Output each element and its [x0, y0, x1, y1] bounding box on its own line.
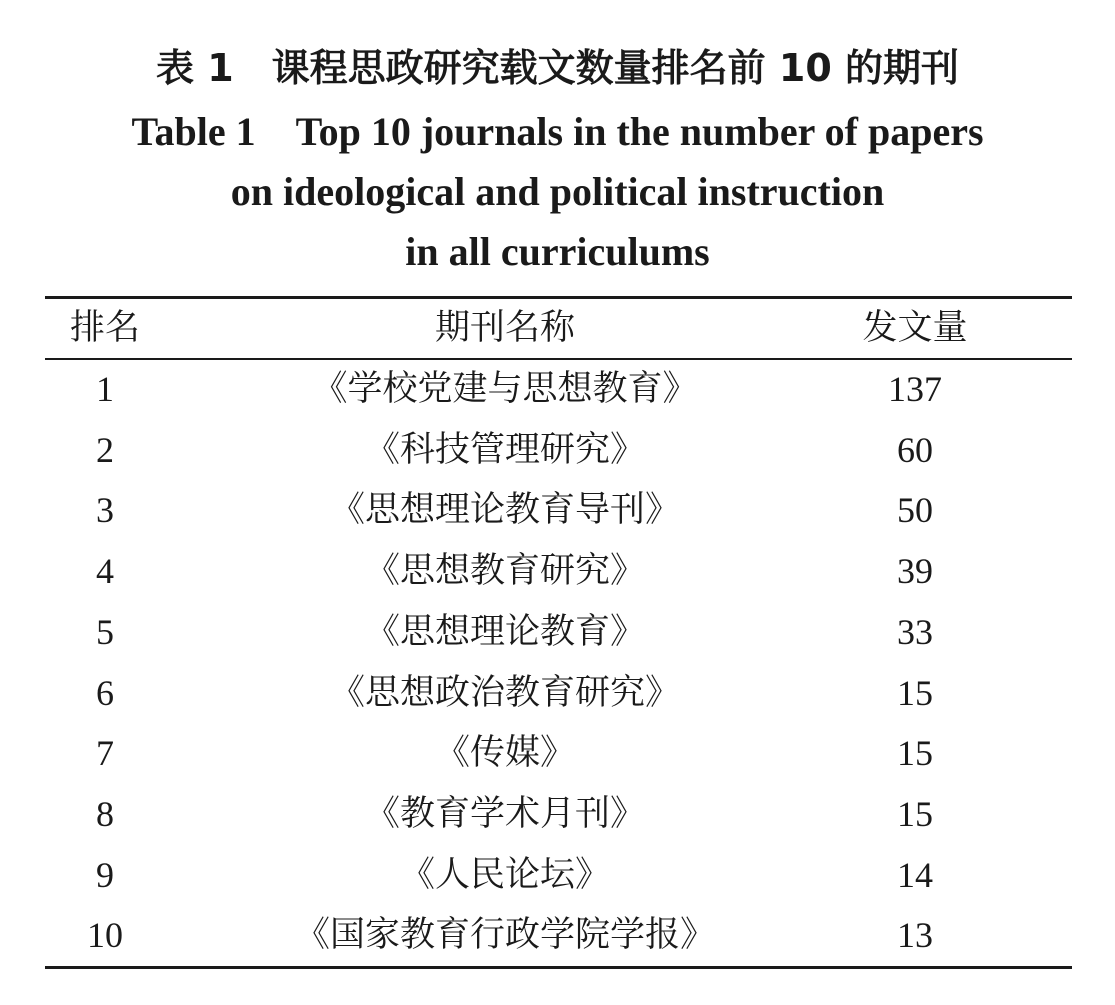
rank-cell: 9: [96, 854, 114, 895]
header-paper-count: 发文量: [862, 308, 968, 348]
table-row: [0, 723, 1115, 784]
paper-count-cell: 15: [897, 733, 933, 774]
rank-cell: 2: [96, 429, 114, 470]
paper-count-cell: 15: [897, 672, 933, 713]
header-rank: 排名: [69, 308, 140, 348]
rank-cell: 1: [96, 369, 114, 409]
caption-en-line-3: in all curriculums: [405, 229, 710, 274]
table-bottom-rule: [45, 966, 1072, 969]
journal-name-cell: 《传媒》: [434, 733, 575, 774]
table-row: [0, 480, 1115, 541]
journal-name-cell: 《思想政治教育研究》: [329, 672, 680, 713]
table-row: [0, 784, 1115, 845]
rank-cell: 4: [96, 551, 114, 592]
rank-cell: 7: [96, 733, 114, 774]
journal-name-cell: 《科技管理研究》: [364, 429, 645, 470]
rank-cell: 3: [96, 490, 114, 531]
journal-name-cell: 《思想教育研究》: [364, 551, 645, 592]
rank-cell: 6: [96, 672, 114, 713]
table-row: [0, 420, 1115, 481]
rank-cell: 10: [87, 915, 123, 956]
table-header-row: [0, 298, 1115, 359]
paper-count-cell: 13: [897, 915, 933, 956]
paper-count-cell: 137: [888, 369, 942, 409]
table-row: [0, 602, 1115, 663]
rank-cell: 5: [96, 611, 114, 652]
journal-name-cell: 《教育学术月刊》: [364, 793, 645, 834]
rank-cell: 8: [96, 793, 114, 834]
journal-name-cell: 《思想理论教育导刊》: [329, 490, 680, 531]
table-row: [0, 541, 1115, 602]
table-row: [0, 845, 1115, 906]
caption-en-line-1: Table 1 Top 10 journals in the number of papers: [131, 109, 984, 154]
caption-en-line-2: on ideological and political instruction: [230, 169, 885, 214]
paper-count-cell: 33: [897, 611, 933, 652]
header-journal-name: 期刊名称: [434, 308, 575, 348]
table-row: [0, 905, 1115, 966]
table-row: [0, 359, 1115, 420]
paper-count-cell: 14: [897, 854, 933, 895]
journal-name-cell: 《学校党建与思想教育》: [312, 369, 698, 409]
paper-count-cell: 50: [897, 490, 933, 531]
paper-count-cell: 60: [897, 429, 933, 470]
paper-count-cell: 39: [897, 551, 933, 592]
table-row: [0, 663, 1115, 724]
journal-name-cell: 《思想理论教育》: [364, 611, 645, 652]
paper-count-cell: 15: [897, 793, 933, 834]
journal-name-cell: 《国家教育行政学院学报》: [294, 915, 715, 956]
table-caption-zh: 表 1 课程思政研究载文数量排名前 10 的期刊: [155, 46, 959, 90]
journal-name-cell: 《人民论坛》: [399, 854, 610, 895]
table-caption-en: [0, 102, 1115, 282]
